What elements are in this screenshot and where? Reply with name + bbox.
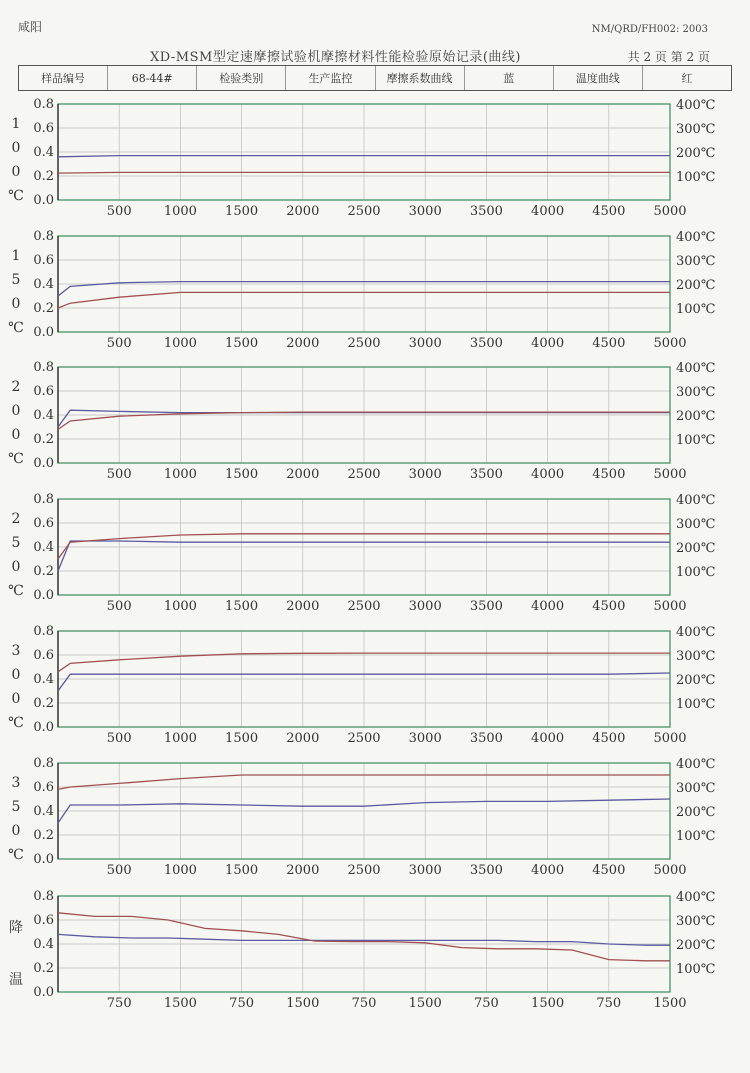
y2-tick-label: 100℃ <box>676 302 716 317</box>
y-tick-label: 0.0 <box>33 985 54 1000</box>
x-tick-label: 4500 <box>592 731 626 746</box>
y2-tick-label: 300℃ <box>676 122 716 137</box>
info-cell: 检验类别 <box>197 66 286 90</box>
y-tick-label: 0.4 <box>33 277 54 292</box>
y-tick-label: 0.6 <box>33 780 54 795</box>
chart-side-label: 0 <box>11 296 21 312</box>
chart-side-label: 0 <box>11 667 21 683</box>
x-tick-label: 4000 <box>531 599 565 614</box>
x-tick-label: 500 <box>106 599 132 614</box>
x-tick-label: 3500 <box>469 467 503 482</box>
x-tick-label: 2000 <box>286 204 320 219</box>
chart-side-label: 降 <box>9 920 23 936</box>
x-tick-label: 1000 <box>163 599 197 614</box>
x-tick-label: 500 <box>106 863 132 878</box>
x-tick-label: 2500 <box>347 731 381 746</box>
page-title: XD-MSM型定速摩擦试验机摩擦材料性能检验原始记录(曲线) <box>150 50 521 65</box>
x-tick-label: 2500 <box>347 204 381 219</box>
y-tick-label: 0.8 <box>33 492 54 507</box>
x-tick-label: 3000 <box>408 863 442 878</box>
x-tick-label: 750 <box>106 996 132 1011</box>
chart-side-label: ℃ <box>8 583 24 599</box>
x-tick-label: 1500 <box>653 996 687 1011</box>
y2-tick-label: 200℃ <box>676 541 716 556</box>
info-cell: 68-44# <box>108 66 197 90</box>
x-tick-label: 4500 <box>592 863 626 878</box>
x-tick-label: 5000 <box>653 467 687 482</box>
chart-side-label: 5 <box>11 535 21 551</box>
y-tick-label: 0.6 <box>33 384 54 399</box>
info-cell: 红 <box>681 72 693 85</box>
x-tick-label: 2500 <box>347 599 381 614</box>
x-tick-label: 3000 <box>408 467 442 482</box>
chart-side-label: ℃ <box>8 320 24 336</box>
city-label: 咸阳 <box>18 20 43 34</box>
y-tick-label: 0.0 <box>33 325 54 340</box>
x-tick-label: 500 <box>106 336 132 351</box>
y2-tick-label: 100℃ <box>676 170 716 185</box>
x-tick-label: 1500 <box>531 996 565 1011</box>
x-tick-label: 2000 <box>286 863 320 878</box>
y2-tick-label: 400℃ <box>676 98 716 113</box>
chart-side-label: 0 <box>11 140 21 156</box>
x-tick-label: 1500 <box>225 336 259 351</box>
chart-side-label: 0 <box>11 823 21 839</box>
x-tick-label: 4000 <box>531 204 565 219</box>
chart-side-label: 0 <box>11 691 21 707</box>
y-tick-label: 0.4 <box>33 408 54 423</box>
chart-side-label: 1 <box>11 116 21 132</box>
chart-side-label: 2 <box>11 379 21 395</box>
y2-tick-label: 300℃ <box>676 914 716 929</box>
chart-side-label: ℃ <box>8 715 24 731</box>
y-tick-label: 0.2 <box>33 828 54 843</box>
y-tick-label: 0.2 <box>33 564 54 579</box>
document-number: NM/QRD/FH002: 2003 <box>591 24 708 35</box>
chart-side-label: 温 <box>9 972 23 988</box>
y-tick-label: 0.0 <box>33 720 54 735</box>
x-tick-label: 1000 <box>163 863 197 878</box>
y-tick-label: 0.2 <box>33 169 54 184</box>
y2-tick-label: 100℃ <box>676 433 716 448</box>
x-tick-label: 2500 <box>347 467 381 482</box>
y-tick-label: 0.0 <box>33 193 54 208</box>
x-tick-label: 1500 <box>225 467 259 482</box>
chart-side-label: 0 <box>11 427 21 443</box>
x-tick-label: 4000 <box>531 863 565 878</box>
y2-tick-label: 100℃ <box>676 565 716 580</box>
y2-tick-label: 300℃ <box>676 781 716 796</box>
y-tick-label: 0.6 <box>33 121 54 136</box>
y-tick-label: 0.8 <box>33 360 54 375</box>
y2-tick-label: 200℃ <box>676 409 716 424</box>
y2-tick-label: 400℃ <box>676 757 716 772</box>
x-tick-label: 3500 <box>469 863 503 878</box>
x-tick-label: 5000 <box>653 599 687 614</box>
x-tick-label: 1000 <box>163 731 197 746</box>
x-tick-label: 5000 <box>653 336 687 351</box>
x-tick-label: 2500 <box>347 336 381 351</box>
chart-side-label: ℃ <box>8 451 24 467</box>
x-tick-label: 3500 <box>469 599 503 614</box>
x-tick-label: 500 <box>106 467 132 482</box>
y2-tick-label: 300℃ <box>676 385 716 400</box>
x-tick-label: 500 <box>106 731 132 746</box>
chart-side-label: 0 <box>11 403 21 419</box>
y-tick-label: 0.4 <box>33 145 54 160</box>
x-tick-label: 500 <box>106 204 132 219</box>
x-tick-label: 1500 <box>286 996 320 1011</box>
y-tick-label: 0.8 <box>33 229 54 244</box>
x-tick-label: 750 <box>473 996 499 1011</box>
y2-tick-label: 400℃ <box>676 361 716 376</box>
chart-side-label: 5 <box>11 272 21 288</box>
x-tick-label: 3500 <box>469 204 503 219</box>
y2-tick-label: 200℃ <box>676 146 716 161</box>
chart-side-label: 0 <box>11 164 21 180</box>
y2-tick-label: 300℃ <box>676 254 716 269</box>
x-tick-label: 3500 <box>469 336 503 351</box>
chart-side-label: 1 <box>11 248 21 264</box>
y2-tick-label: 100℃ <box>676 962 716 977</box>
x-tick-label: 750 <box>229 996 255 1011</box>
x-tick-label: 4000 <box>531 467 565 482</box>
y-tick-label: 0.6 <box>33 516 54 531</box>
x-tick-label: 1000 <box>163 336 197 351</box>
y2-tick-label: 400℃ <box>676 230 716 245</box>
x-tick-label: 4500 <box>592 467 626 482</box>
y-tick-label: 0.4 <box>33 672 54 687</box>
x-tick-label: 3000 <box>408 336 442 351</box>
y-tick-label: 0.8 <box>33 97 54 112</box>
y-tick-label: 0.2 <box>33 301 54 316</box>
y2-tick-label: 400℃ <box>676 890 716 905</box>
y2-tick-label: 300℃ <box>676 517 716 532</box>
y-tick-label: 0.4 <box>33 804 54 819</box>
chart-side-label: 2 <box>11 511 21 527</box>
chart-side-label: ℃ <box>8 188 24 204</box>
y-tick-label: 0.6 <box>33 913 54 928</box>
y-tick-label: 0.6 <box>33 648 54 663</box>
y2-tick-label: 100℃ <box>676 697 716 712</box>
x-tick-label: 2000 <box>286 731 320 746</box>
y-tick-label: 0.8 <box>33 889 54 904</box>
y-tick-label: 0.0 <box>33 456 54 471</box>
y-tick-label: 0.2 <box>33 696 54 711</box>
y2-tick-label: 200℃ <box>676 278 716 293</box>
x-tick-label: 1500 <box>225 204 259 219</box>
x-tick-label: 2000 <box>286 599 320 614</box>
x-tick-label: 2500 <box>347 863 381 878</box>
x-tick-label: 4500 <box>592 204 626 219</box>
y-tick-label: 0.4 <box>33 540 54 555</box>
x-tick-label: 4000 <box>531 336 565 351</box>
chart-side-label: 3 <box>11 775 21 791</box>
y2-tick-label: 400℃ <box>676 493 716 508</box>
x-tick-label: 3500 <box>469 731 503 746</box>
chart-side-label: 3 <box>11 643 21 659</box>
info-cell: 样品编号 <box>19 66 108 90</box>
y-tick-label: 0.0 <box>33 588 54 603</box>
chart-side-label: ℃ <box>8 847 24 863</box>
y2-tick-label: 200℃ <box>676 805 716 820</box>
x-tick-label: 1500 <box>163 996 197 1011</box>
x-tick-label: 5000 <box>653 863 687 878</box>
x-tick-label: 4500 <box>592 599 626 614</box>
x-tick-label: 750 <box>351 996 377 1011</box>
x-tick-label: 1500 <box>225 731 259 746</box>
y2-tick-label: 300℃ <box>676 649 716 664</box>
info-cell: 生产监控 <box>286 66 375 90</box>
chart-side-label: 0 <box>11 559 21 575</box>
y2-tick-label: 200℃ <box>676 938 716 953</box>
x-tick-label: 3000 <box>408 731 442 746</box>
info-cell: 摩擦系数曲线 <box>376 66 465 90</box>
page-info: 共 2 页 第 2 页 <box>627 50 710 64</box>
x-tick-label: 750 <box>596 996 622 1011</box>
x-tick-label: 5000 <box>653 731 687 746</box>
x-tick-label: 2000 <box>286 467 320 482</box>
y-tick-label: 0.4 <box>33 937 54 952</box>
chart-side-label: 5 <box>11 799 21 815</box>
y-tick-label: 0.2 <box>33 432 54 447</box>
y-tick-label: 0.0 <box>33 852 54 867</box>
y2-tick-label: 400℃ <box>676 625 716 640</box>
x-tick-label: 1500 <box>225 863 259 878</box>
temperature-line <box>58 172 670 173</box>
y-tick-label: 0.6 <box>33 253 54 268</box>
x-tick-label: 4000 <box>531 731 565 746</box>
x-tick-label: 5000 <box>653 204 687 219</box>
x-tick-label: 3000 <box>408 599 442 614</box>
x-tick-label: 2000 <box>286 336 320 351</box>
x-tick-label: 1500 <box>225 599 259 614</box>
info-cell: 蓝 <box>465 66 554 90</box>
x-tick-label: 3000 <box>408 204 442 219</box>
y2-tick-label: 100℃ <box>676 829 716 844</box>
info-cell: 温度曲线 <box>554 66 643 90</box>
y-tick-label: 0.8 <box>33 756 54 771</box>
x-tick-label: 1000 <box>163 467 197 482</box>
x-tick-label: 4500 <box>592 336 626 351</box>
y-tick-label: 0.8 <box>33 624 54 639</box>
y2-tick-label: 200℃ <box>676 673 716 688</box>
x-tick-label: 1000 <box>163 204 197 219</box>
y-tick-label: 0.2 <box>33 961 54 976</box>
x-tick-label: 1500 <box>408 996 442 1011</box>
